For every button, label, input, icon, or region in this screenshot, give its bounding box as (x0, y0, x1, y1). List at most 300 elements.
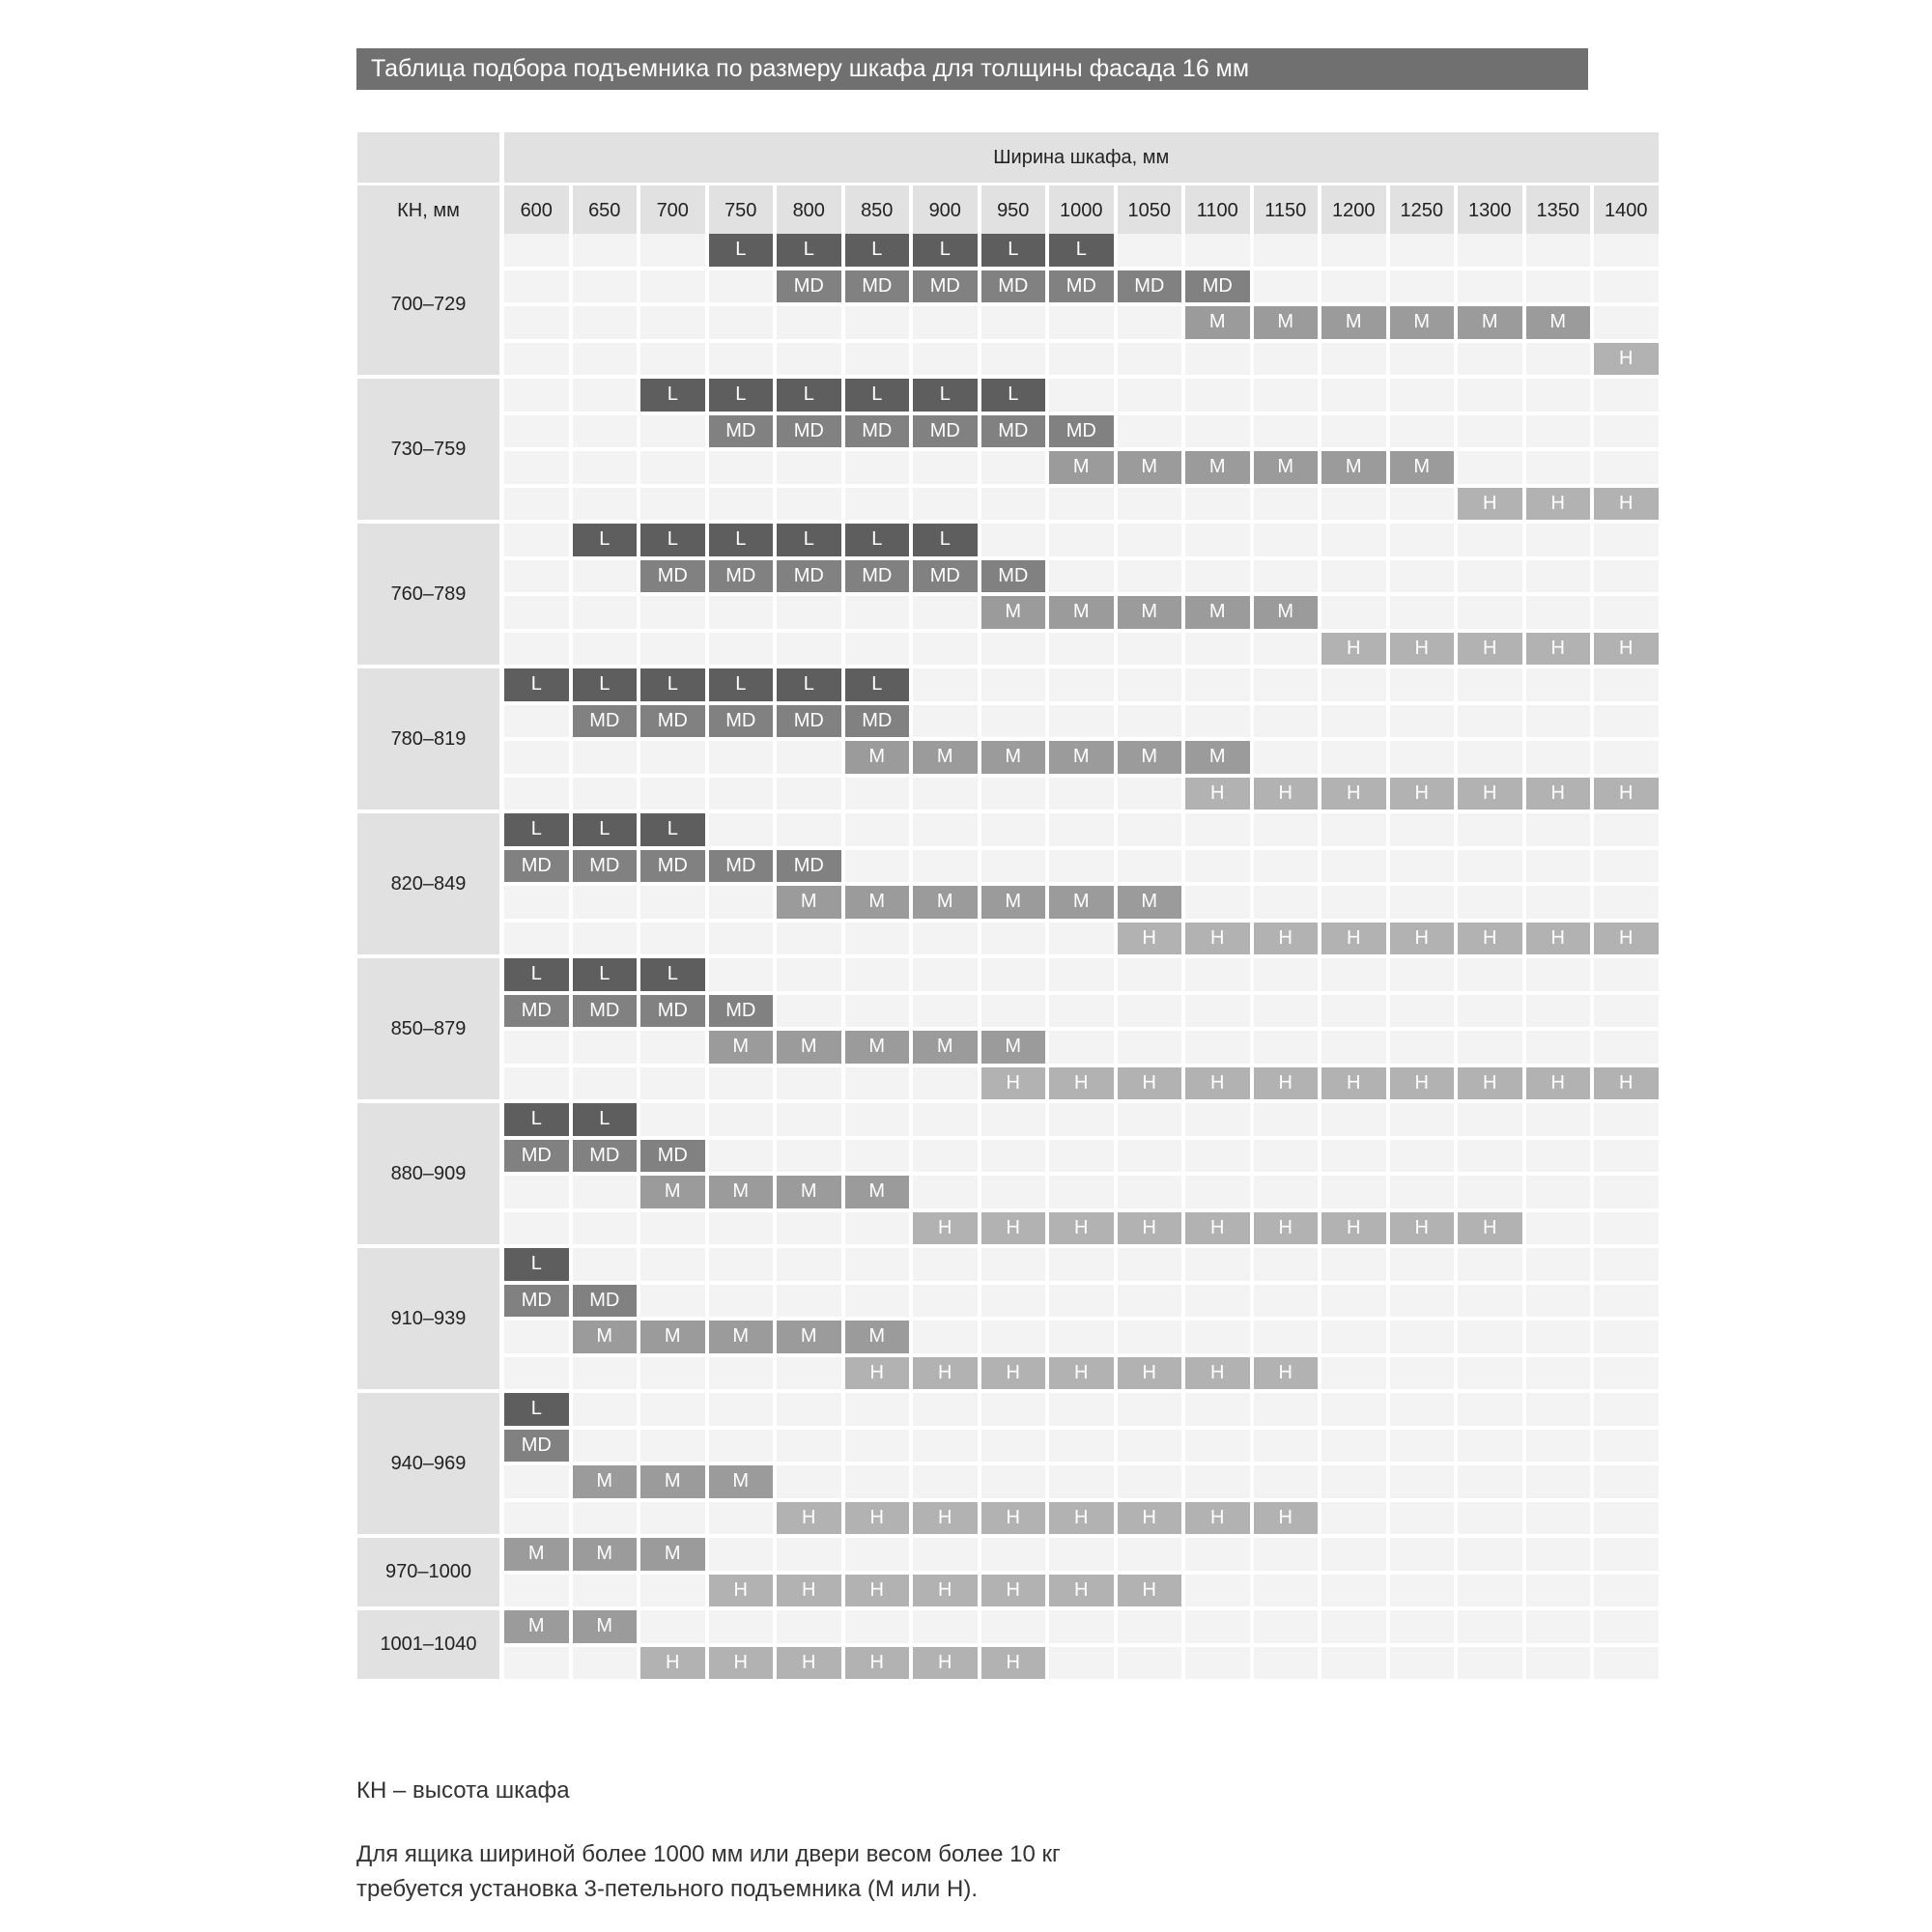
empty-cell (504, 488, 569, 521)
lift-cell: MD (777, 850, 841, 883)
lift-cell: M (1049, 741, 1114, 774)
empty-cell (1594, 524, 1659, 556)
empty-cell (1458, 234, 1522, 267)
lift-cell: MD (777, 270, 841, 303)
empty-cell (1118, 1285, 1182, 1318)
empty-cell (1118, 705, 1182, 738)
empty-cell (1526, 270, 1591, 303)
empty-cell (1185, 234, 1250, 267)
column-header: 650 (573, 185, 638, 236)
empty-cell (1390, 379, 1455, 412)
lift-cell: H (1254, 1502, 1319, 1535)
empty-cell (573, 560, 638, 593)
lift-cell: H (913, 1357, 978, 1390)
empty-cell (1594, 1031, 1659, 1064)
empty-cell (777, 596, 841, 629)
empty-cell (845, 813, 910, 846)
empty-cell (981, 306, 1046, 339)
empty-cell (1321, 1465, 1386, 1498)
empty-cell (1390, 1103, 1455, 1136)
empty-cell (845, 1610, 910, 1643)
empty-cell (573, 451, 638, 484)
lift-cell: MD (504, 1285, 569, 1318)
empty-cell (709, 1248, 774, 1281)
lift-cell: M (981, 886, 1046, 919)
lift-cell: M (1049, 886, 1114, 919)
lift-cell: H (1526, 778, 1591, 810)
empty-cell (1594, 451, 1659, 484)
empty-cell (504, 343, 569, 376)
lift-cell: L (709, 379, 774, 412)
empty-cell (1254, 524, 1319, 556)
lift-cell: MD (1118, 270, 1182, 303)
empty-cell (1458, 886, 1522, 919)
empty-cell (1321, 560, 1386, 593)
empty-cell (1254, 234, 1319, 267)
empty-cell (1254, 560, 1319, 593)
empty-cell (504, 705, 569, 738)
empty-cell (640, 741, 705, 774)
empty-cell (1390, 560, 1455, 593)
empty-cell (981, 923, 1046, 955)
lift-cell: M (709, 1031, 774, 1064)
empty-cell (1185, 1321, 1250, 1353)
empty-cell (640, 778, 705, 810)
lift-cell: H (777, 1575, 841, 1607)
empty-cell (709, 1502, 774, 1535)
empty-cell (981, 705, 1046, 738)
empty-cell (1185, 1647, 1250, 1680)
lift-cell: M (1185, 306, 1250, 339)
empty-cell (1594, 886, 1659, 919)
lift-cell: MD (845, 415, 910, 448)
empty-cell (1526, 668, 1591, 701)
empty-cell (573, 270, 638, 303)
empty-cell (1185, 1031, 1250, 1064)
empty-cell (573, 415, 638, 448)
empty-cell (1390, 524, 1455, 556)
empty-cell (1118, 234, 1182, 267)
lift-cell: MD (640, 560, 705, 593)
empty-cell (1118, 850, 1182, 883)
empty-cell (1049, 488, 1114, 521)
empty-cell (504, 524, 569, 556)
empty-cell (1526, 1248, 1591, 1281)
empty-cell (640, 1212, 705, 1245)
empty-cell (709, 488, 774, 521)
empty-cell (913, 488, 978, 521)
empty-cell (1458, 1430, 1522, 1463)
empty-cell (1321, 995, 1386, 1028)
lift-cell: L (640, 958, 705, 991)
empty-cell (1185, 995, 1250, 1028)
column-header: 1000 (1049, 185, 1114, 236)
empty-cell (1049, 923, 1114, 955)
empty-cell (1321, 596, 1386, 629)
empty-cell (845, 488, 910, 521)
empty-cell (1321, 343, 1386, 376)
lift-cell: MD (573, 1140, 638, 1173)
lift-cell: H (1254, 1067, 1319, 1100)
empty-cell (1321, 1103, 1386, 1136)
empty-cell (1594, 1140, 1659, 1173)
empty-cell (504, 741, 569, 774)
empty-cell (1390, 343, 1455, 376)
empty-cell (1118, 488, 1182, 521)
empty-cell (1118, 633, 1182, 666)
empty-cell (1118, 524, 1182, 556)
empty-cell (1390, 1176, 1455, 1208)
lift-cell: H (1254, 923, 1319, 955)
lift-cell: L (777, 234, 841, 267)
empty-cell (1118, 306, 1182, 339)
lift-cell: L (913, 524, 978, 556)
empty-cell (1458, 668, 1522, 701)
empty-cell (981, 1393, 1046, 1426)
empty-cell (1321, 850, 1386, 883)
empty-cell (1254, 633, 1319, 666)
lift-cell: H (1185, 778, 1250, 810)
empty-cell (981, 1610, 1046, 1643)
empty-cell (709, 1538, 774, 1571)
empty-cell (1254, 1465, 1319, 1498)
lift-cell: L (981, 379, 1046, 412)
lift-cell: H (1594, 633, 1659, 666)
lift-cell: L (640, 379, 705, 412)
empty-cell (913, 306, 978, 339)
lift-cell: M (504, 1538, 569, 1571)
lift-cell: MD (845, 560, 910, 593)
empty-cell (845, 995, 910, 1028)
lift-cell: M (1185, 596, 1250, 629)
empty-cell (1254, 1248, 1319, 1281)
empty-cell (1526, 1212, 1591, 1245)
empty-cell (1594, 1502, 1659, 1535)
kh-range-label: 760–789 (357, 524, 499, 665)
empty-cell (1526, 560, 1591, 593)
empty-cell (1526, 741, 1591, 774)
empty-cell (1321, 1502, 1386, 1535)
lift-cell: H (1049, 1212, 1114, 1245)
lift-cell: L (640, 668, 705, 701)
empty-cell (1254, 813, 1319, 846)
empty-cell (1185, 1393, 1250, 1426)
empty-cell (1321, 415, 1386, 448)
empty-cell (1185, 379, 1250, 412)
lift-cell: H (1390, 633, 1455, 666)
lift-cell: M (845, 741, 910, 774)
lift-cell: M (1118, 451, 1182, 484)
empty-cell (777, 1103, 841, 1136)
empty-cell (1594, 741, 1659, 774)
empty-cell (1321, 1393, 1386, 1426)
empty-cell (1049, 958, 1114, 991)
empty-cell (1390, 1393, 1455, 1426)
empty-cell (1594, 1321, 1659, 1353)
empty-cell (1458, 379, 1522, 412)
lift-cell: H (1390, 1067, 1455, 1100)
lift-cell: H (1526, 1067, 1591, 1100)
empty-cell (573, 1575, 638, 1607)
lift-cell: H (1185, 1357, 1250, 1390)
empty-cell (640, 270, 705, 303)
lift-cell: H (777, 1502, 841, 1535)
lift-cell: H (981, 1067, 1046, 1100)
empty-cell (1185, 850, 1250, 883)
lift-cell: M (913, 1031, 978, 1064)
empty-cell (709, 1140, 774, 1173)
empty-cell (1049, 1538, 1114, 1571)
empty-cell (1526, 343, 1591, 376)
column-header: 1400 (1594, 185, 1659, 236)
empty-cell (1185, 886, 1250, 919)
empty-cell (640, 343, 705, 376)
lift-cell: MD (640, 1140, 705, 1173)
empty-cell (1321, 270, 1386, 303)
note-line-2: требуется установка 3-петельного подъемника (М или Н). (356, 1876, 978, 1902)
empty-cell (1254, 1575, 1319, 1607)
lift-cell: MD (981, 560, 1046, 593)
empty-cell (777, 451, 841, 484)
empty-cell (504, 596, 569, 629)
empty-cell (504, 1067, 569, 1100)
empty-cell (981, 488, 1046, 521)
empty-cell (1594, 995, 1659, 1028)
empty-cell (913, 923, 978, 955)
empty-cell (1321, 813, 1386, 846)
empty-cell (1118, 1393, 1182, 1426)
lift-cell: L (504, 668, 569, 701)
lift-cell: H (845, 1647, 910, 1680)
empty-cell (504, 379, 569, 412)
lift-cell: M (845, 1031, 910, 1064)
empty-cell (1390, 415, 1455, 448)
empty-cell (1049, 813, 1114, 846)
lift-cell: H (1526, 488, 1591, 521)
lift-cell: H (981, 1575, 1046, 1607)
empty-cell (1254, 379, 1319, 412)
empty-cell (640, 923, 705, 955)
lift-cell: L (640, 813, 705, 846)
kh-range-label: 910–939 (357, 1248, 499, 1389)
empty-cell (504, 1212, 569, 1245)
empty-cell (1049, 1031, 1114, 1064)
empty-cell (709, 306, 774, 339)
empty-cell (981, 1140, 1046, 1173)
lift-cell: M (573, 1465, 638, 1498)
empty-cell (1118, 668, 1182, 701)
lift-cell: M (1321, 451, 1386, 484)
empty-cell (1118, 1140, 1182, 1173)
lift-cell: M (845, 1176, 910, 1208)
empty-cell (1049, 1647, 1114, 1680)
empty-cell (1185, 1538, 1250, 1571)
lift-cell: M (777, 1031, 841, 1064)
empty-cell (1458, 343, 1522, 376)
empty-cell (709, 451, 774, 484)
empty-cell (1321, 1031, 1386, 1064)
empty-cell (1118, 1248, 1182, 1281)
lift-cell: MD (981, 270, 1046, 303)
lift-cell: MD (913, 270, 978, 303)
empty-cell (1526, 813, 1591, 846)
lift-cell: L (777, 524, 841, 556)
empty-cell (981, 1538, 1046, 1571)
empty-cell (709, 1103, 774, 1136)
empty-cell (913, 633, 978, 666)
empty-cell (913, 1248, 978, 1281)
empty-cell (845, 1465, 910, 1498)
note-line-1: Для ящика шириной более 1000 мм или двери весом более 10 кг (356, 1841, 1061, 1867)
empty-cell (573, 234, 638, 267)
empty-cell (1390, 741, 1455, 774)
empty-cell (1185, 415, 1250, 448)
empty-cell (1458, 451, 1522, 484)
empty-cell (640, 1103, 705, 1136)
empty-cell (1526, 1140, 1591, 1173)
empty-cell (573, 1357, 638, 1390)
empty-cell (1594, 850, 1659, 883)
lift-cell: MD (573, 995, 638, 1028)
empty-cell (1390, 270, 1455, 303)
lift-cell: H (1185, 1502, 1250, 1535)
lift-cell: L (913, 379, 978, 412)
empty-cell (1594, 1465, 1659, 1498)
empty-cell (1458, 1321, 1522, 1353)
empty-cell (1458, 995, 1522, 1028)
empty-cell (1526, 234, 1591, 267)
lift-cell: L (504, 1103, 569, 1136)
empty-cell (845, 1285, 910, 1318)
empty-cell (777, 958, 841, 991)
empty-cell (981, 1430, 1046, 1463)
lift-cell: H (709, 1575, 774, 1607)
empty-cell (1185, 1285, 1250, 1318)
empty-cell (913, 596, 978, 629)
empty-cell (1185, 633, 1250, 666)
empty-cell (845, 958, 910, 991)
lift-cell: M (640, 1176, 705, 1208)
empty-cell (640, 1575, 705, 1607)
empty-cell (1049, 705, 1114, 738)
empty-cell (913, 850, 978, 883)
lift-cell: M (1049, 596, 1114, 629)
lift-cell: MD (709, 560, 774, 593)
empty-cell (1526, 995, 1591, 1028)
empty-cell (1526, 1176, 1591, 1208)
lift-cell: H (1321, 923, 1386, 955)
lift-cell: L (845, 379, 910, 412)
empty-cell (573, 1176, 638, 1208)
empty-cell (640, 234, 705, 267)
empty-cell (1594, 813, 1659, 846)
lift-cell: L (777, 668, 841, 701)
lift-cell: H (1118, 1502, 1182, 1535)
empty-cell (1390, 1610, 1455, 1643)
empty-cell (1458, 813, 1522, 846)
lift-cell: L (640, 524, 705, 556)
empty-cell (1118, 778, 1182, 810)
column-header: 1350 (1526, 185, 1591, 236)
column-header: 700 (640, 185, 705, 236)
empty-cell (845, 1067, 910, 1100)
empty-cell (1049, 1140, 1114, 1173)
empty-cell (1321, 668, 1386, 701)
empty-cell (1254, 488, 1319, 521)
lift-cell: M (504, 1610, 569, 1643)
lift-cell: H (1458, 633, 1522, 666)
empty-cell (504, 1357, 569, 1390)
lift-cell: H (640, 1647, 705, 1680)
empty-cell (1118, 958, 1182, 991)
empty-cell (1458, 958, 1522, 991)
empty-cell (1526, 850, 1591, 883)
lift-cell: M (845, 1321, 910, 1353)
kh-range-label: 940–969 (357, 1393, 499, 1534)
empty-cell (1321, 1357, 1386, 1390)
empty-cell (1321, 886, 1386, 919)
empty-cell (504, 1465, 569, 1498)
empty-cell (845, 633, 910, 666)
empty-cell (1594, 705, 1659, 738)
empty-cell (1185, 1610, 1250, 1643)
empty-cell (981, 778, 1046, 810)
lift-cell: MD (777, 560, 841, 593)
empty-cell (1118, 1538, 1182, 1571)
empty-cell (1526, 886, 1591, 919)
empty-cell (1118, 813, 1182, 846)
lift-cell: L (573, 813, 638, 846)
lift-cell: M (1254, 596, 1319, 629)
empty-cell (1594, 1103, 1659, 1136)
empty-cell (777, 995, 841, 1028)
empty-cell (640, 1610, 705, 1643)
empty-cell (1321, 1285, 1386, 1318)
empty-cell (1049, 560, 1114, 593)
empty-cell (573, 1212, 638, 1245)
empty-cell (1254, 668, 1319, 701)
empty-cell (913, 1321, 978, 1353)
lift-cell: M (709, 1465, 774, 1498)
empty-cell (709, 1212, 774, 1245)
empty-cell (1254, 1031, 1319, 1064)
column-header: 750 (709, 185, 774, 236)
empty-cell (504, 1031, 569, 1064)
empty-cell (573, 1393, 638, 1426)
lift-cell: H (1254, 778, 1319, 810)
lift-cell: L (573, 524, 638, 556)
empty-cell (1049, 1248, 1114, 1281)
empty-cell (1118, 1465, 1182, 1498)
empty-cell (1458, 1285, 1522, 1318)
lift-cell: H (709, 1647, 774, 1680)
lift-cell: MD (709, 415, 774, 448)
empty-cell (981, 343, 1046, 376)
empty-cell (640, 633, 705, 666)
empty-cell (709, 1430, 774, 1463)
empty-cell (1594, 596, 1659, 629)
lift-cell: L (504, 1248, 569, 1281)
empty-cell (1458, 560, 1522, 593)
empty-cell (1254, 1538, 1319, 1571)
empty-cell (913, 1067, 978, 1100)
empty-cell (573, 923, 638, 955)
lift-cell: L (1049, 234, 1114, 267)
empty-cell (504, 923, 569, 955)
lift-cell: L (573, 1103, 638, 1136)
empty-cell (573, 1502, 638, 1535)
empty-cell (1049, 306, 1114, 339)
